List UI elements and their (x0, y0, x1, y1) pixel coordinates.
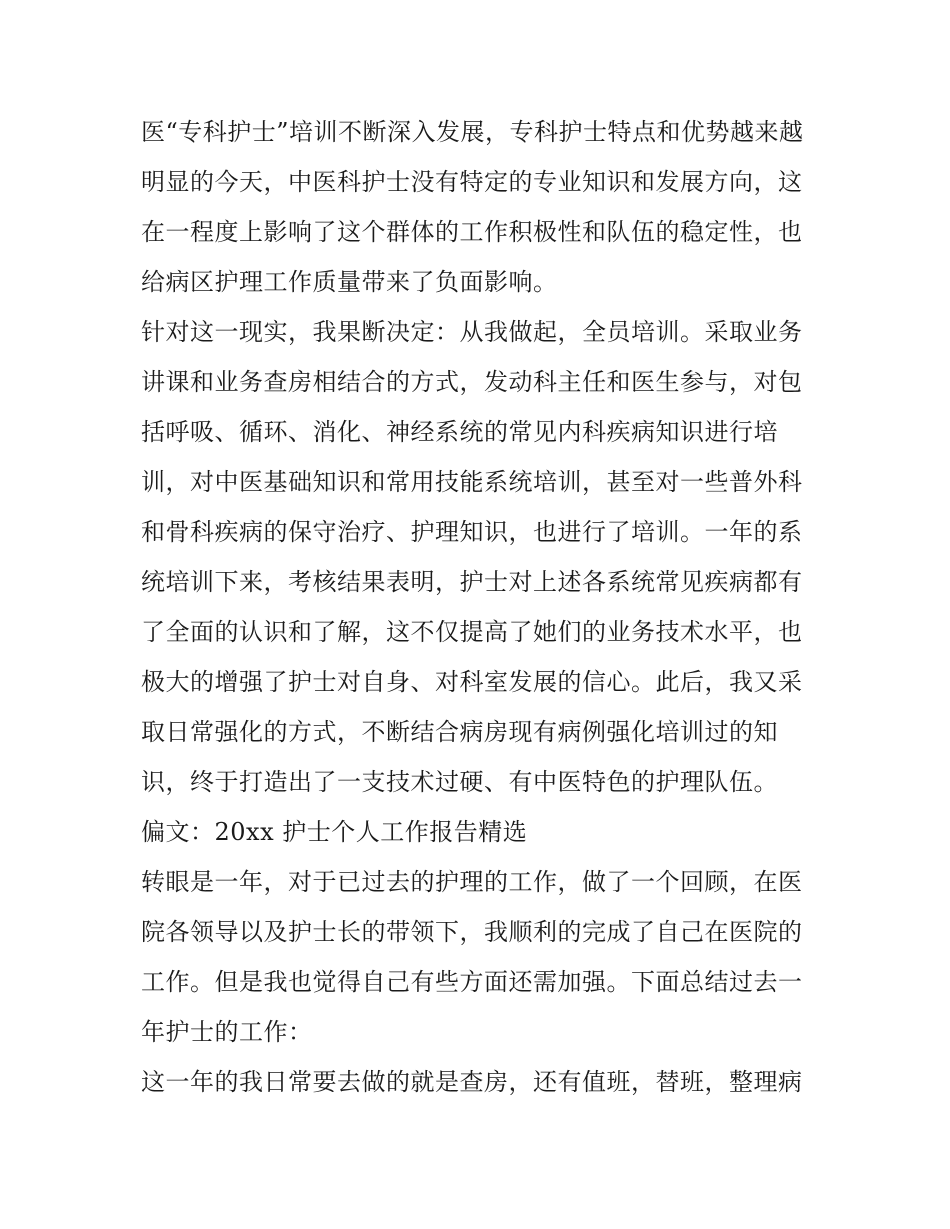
text-line: 在一程度上影响了这个群体的工作积极性和队伍的稳定性，也 (141, 218, 803, 246)
text-line: 针对这一现实，我果断决定：从我做起，全员培训。采取业务 (141, 318, 803, 346)
text-line: 统培训下来，考核结果表明，护士对上述各系统常见疾病都有 (141, 568, 803, 596)
text-line: 年护士的工作： (141, 1018, 313, 1046)
text-line: 医“专科护士”培训不断深入发展，专科护士特点和优势越来越 (141, 118, 804, 146)
text-line: 明显的今天，中医科护士没有特定的专业知识和发展方向，这 (141, 168, 803, 196)
section-heading: 偏文：20xx 护士个人工作报告精选 (141, 818, 528, 846)
text-line: 讲课和业务查房相结合的方式，发动科主任和医生参与，对包 (141, 368, 803, 396)
text-line: 工作。但是我也觉得自己有些方面还需加强。下面总结过去一 (141, 968, 803, 996)
text-line: 训，对中医基础知识和常用技能系统培训，甚至对一些普外科 (141, 468, 803, 496)
text-line: 给病区护理工作质量带来了负面影响。 (141, 268, 558, 296)
text-line: 极大的增强了护士对自身、对科室发展的信心。此后，我又采 (141, 668, 803, 696)
text-line: 这一年的我日常要去做的就是查房，还有值班，替班，整理病 (141, 1068, 803, 1096)
text-line: 取日常强化的方式，不断结合病房现有病例强化培训过的知 (141, 718, 778, 746)
text-line: 括呼吸、循环、消化、神经系统的常见内科疾病知识进行培 (141, 418, 778, 446)
text-line: 转眼是一年，对于已过去的护理的工作，做了一个回顾，在医 (141, 868, 803, 896)
text-line: 识，终于打造出了一支技术过硬、有中医特色的护理队伍。 (141, 768, 778, 796)
text-line: 了全面的认识和了解，这不仅提高了她们的业务技术水平，也 (141, 618, 803, 646)
text-line: 和骨科疾病的保守治疗、护理知识，也进行了培训。一年的系 (141, 518, 803, 546)
text-line: 院各领导以及护士长的带领下，我顺利的完成了自己在医院的 (141, 918, 803, 946)
